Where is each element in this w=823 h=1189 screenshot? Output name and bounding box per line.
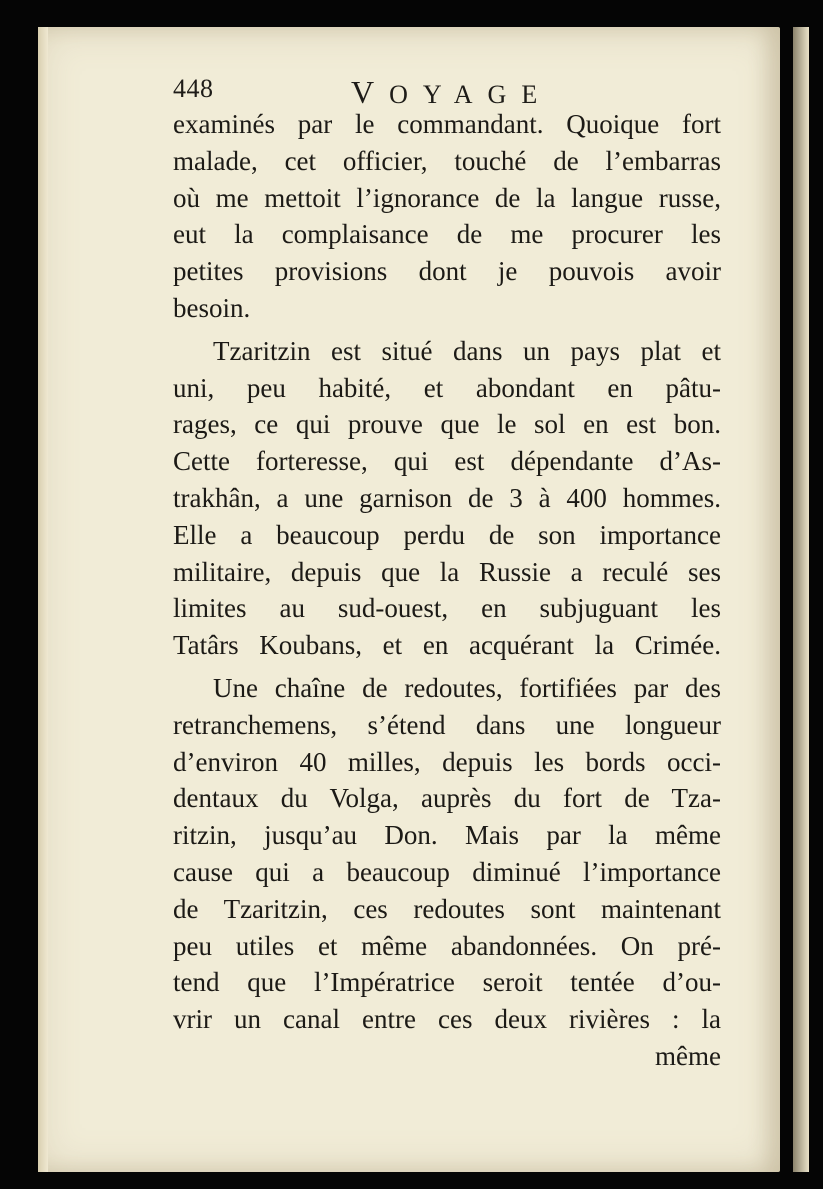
text-line: tend que l’Impératrice seroit tentée d’ou-	[173, 967, 721, 998]
text-line: eut la complaisance de me procurer les	[173, 219, 721, 250]
text-line: Cette forteresse, qui est dépendante d’As-	[173, 446, 721, 477]
text-line: malade, cet officier, touché de l’embarras	[173, 145, 721, 176]
text-line: besoin.	[173, 292, 251, 323]
text-line: de Tzaritzin, ces redoutes sont maintenant	[173, 893, 721, 924]
text-line: examinés par le commandant. Quoique fort	[173, 109, 721, 139]
text-line: Elle a beaucoup perdu de son importance	[173, 519, 721, 550]
text-line: Tatârs Koubans, et en acquérant la Crimée.	[173, 630, 721, 661]
page-header	[173, 70, 721, 110]
text-line: petites provisions dont je pouvois avoir	[173, 256, 721, 287]
catchword: même	[655, 1040, 721, 1071]
text-line: où me mettoit l’ignorance de la langue russe,	[173, 182, 721, 213]
text-line: Tzaritzin est situé dans un pays plat et	[213, 335, 721, 366]
running-title-initial: V	[351, 74, 390, 110]
facing-page-edge	[793, 27, 809, 1172]
page-gutter-shadow	[38, 27, 48, 1172]
text-line: trakhân, a une garnison de 3 à 400 hommes.	[173, 482, 721, 513]
text-line: dentaux du Volga, auprès du fort de Tza-	[173, 783, 721, 814]
text-line: uni, peu habité, et abondant en pâtu-	[173, 372, 721, 403]
text-line: limites au sud-ouest, en subjuguant les	[173, 593, 721, 624]
text-line: cause qui a beaucoup diminué l’importance	[173, 856, 721, 887]
running-title-rest: OYAGE	[389, 80, 553, 109]
page-number: 448	[173, 74, 214, 103]
text-line: ritzin, jusqu’au Don. Mais par la même	[173, 820, 721, 851]
text-line: vrir un canal entre ces deux rivières : la	[173, 1004, 721, 1035]
body-text	[173, 106, 721, 1075]
text-line: peu utiles et même abandonnées. On pré-	[173, 930, 721, 961]
text-line: rages, ce qui prouve que le sol en est bon.	[173, 409, 721, 440]
text-line: militaire, depuis que la Russie a reculé ses	[173, 556, 721, 587]
text-line: d’environ 40 milles, depuis les bords occi-	[173, 746, 721, 777]
text-line: retranchemens, s’étend dans une longueur	[173, 709, 721, 740]
text-line: Une chaîne de redoutes, fortifiées par des	[213, 672, 721, 703]
